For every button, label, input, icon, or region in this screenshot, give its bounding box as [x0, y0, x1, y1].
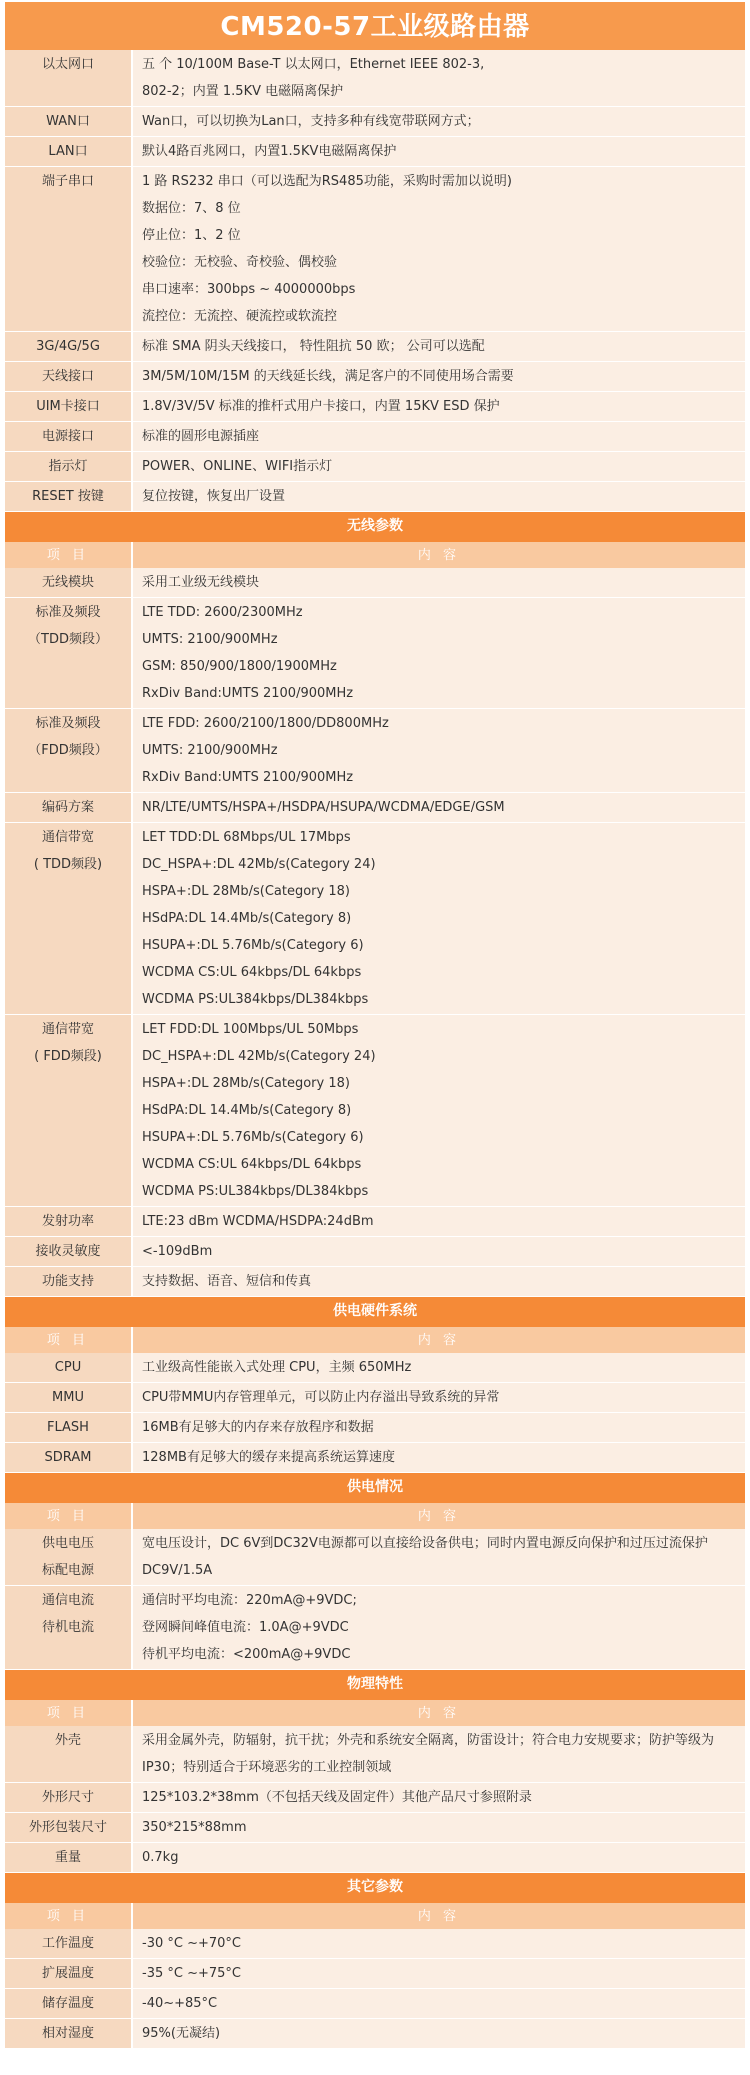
- row-value-line: HSdPA:DL 14.4Mb/s(Category 8): [142, 911, 352, 926]
- table-row: [5, 1383, 745, 1413]
- spec-table: [5, 2, 745, 2049]
- row-value-line: -40~+85°C: [142, 1996, 218, 2011]
- table-row: [5, 1813, 745, 1843]
- row-value-line: 1.8V/3V/5V 标准的推杆式用户卡接口，内置 15KV ESD 保护: [142, 399, 500, 414]
- row-value-cell: [132, 1586, 745, 1670]
- column-header-content: 内 容: [132, 1903, 745, 1929]
- row-value-line: HSUPA+:DL 5.76Mb/s(Category 6): [142, 938, 364, 953]
- row-value-cell: [132, 1783, 745, 1813]
- column-header-content: 内 容: [132, 1327, 745, 1353]
- column-header-row: [5, 542, 745, 568]
- row-label: CPU: [54, 1360, 82, 1375]
- row-label: 指示灯: [48, 459, 88, 474]
- row-label-cell: [5, 1015, 132, 1207]
- row-label-cell: [5, 1843, 132, 1873]
- row-value-line: UMTS: 2100/900MHz: [142, 743, 278, 758]
- table-row: [5, 823, 745, 1015]
- row-value-cell: [132, 362, 745, 392]
- section-heading-row: [5, 1670, 745, 1701]
- row-value-line: 95%(无凝结): [142, 2026, 221, 2041]
- row-label-cell: [5, 107, 132, 137]
- row-label-cell: [5, 568, 132, 598]
- row-value-line: DC9V/1.5A: [142, 1563, 213, 1578]
- row-value-line: HSPA+:DL 28Mb/s(Category 18): [142, 884, 350, 899]
- row-value-cell: [132, 1413, 745, 1443]
- row-value-cell: [132, 452, 745, 482]
- row-value-line: WCDMA CS:UL 64kbps/DL 64kbps: [142, 965, 362, 980]
- table-row: [5, 167, 745, 332]
- row-value-cell: [132, 1267, 745, 1297]
- spec-sheet: [5, 0, 745, 2057]
- table-row: [5, 1989, 745, 2019]
- row-label-cell: [5, 482, 132, 512]
- row-value-line: DC_HSPA+:DL 42Mb/s(Category 24): [142, 1049, 376, 1064]
- row-label: 3G/4G/5G: [36, 339, 100, 354]
- row-value-line: 宽电压设计，DC 6V到DC32V电源都可以直接给设备供电；同时内置电源反向保护和过压过流保护: [142, 1536, 708, 1551]
- row-label: 编码方案: [41, 800, 94, 815]
- row-label: 待机电流: [41, 1620, 94, 1635]
- row-label-cell: [5, 823, 132, 1015]
- section-heading-row: [5, 1873, 745, 1904]
- table-row: [5, 1015, 745, 1207]
- row-value-line: 采用工业级无线模块: [142, 575, 260, 590]
- row-label-cell: [5, 50, 132, 107]
- row-value-cell: [132, 1015, 745, 1207]
- table-row: [5, 392, 745, 422]
- row-value-cell: [132, 1726, 745, 1783]
- row-label: 扩展温度: [41, 1966, 94, 1981]
- row-value-cell: [132, 568, 745, 598]
- row-label: 储存温度: [41, 1996, 94, 2011]
- section-heading: 其它参数: [5, 1873, 745, 1904]
- row-value-line: WCDMA PS:UL384kbps/DL384kbps: [142, 992, 369, 1007]
- table-row: [5, 452, 745, 482]
- table-row: [5, 1443, 745, 1473]
- row-value-line: 校验位：无校验、奇校验、偶校验: [142, 255, 338, 270]
- row-label-cell: [5, 2019, 132, 2049]
- table-row: [5, 1783, 745, 1813]
- table-row: [5, 1207, 745, 1237]
- row-label: WAN口: [46, 114, 90, 129]
- section-heading: 无线参数: [5, 512, 745, 543]
- row-value-line: UMTS: 2100/900MHz: [142, 632, 278, 647]
- row-label: 外形包装尺寸: [28, 1820, 107, 1835]
- table-row: [5, 598, 745, 709]
- row-value-cell: [132, 167, 745, 332]
- row-value-cell: [132, 1813, 745, 1843]
- table-row: [5, 1726, 745, 1783]
- row-label: （TDD频段）: [28, 632, 108, 647]
- row-value-line: GSM: 850/900/1800/1900MHz: [142, 659, 337, 674]
- row-value-line: 标准 SMA 阴头天线接口， 特性阻抗 50 欧； 公司可以选配: [142, 339, 485, 354]
- row-label: 以太网口: [41, 57, 94, 72]
- column-header-item: 项 目: [5, 1903, 132, 1929]
- row-value-line: LET TDD:DL 68Mbps/UL 17Mbps: [142, 830, 351, 845]
- row-value-line: 默认4路百兆网口，内置1.5KV电磁隔离保护: [142, 144, 397, 159]
- row-value-cell: [132, 1353, 745, 1383]
- row-label: SDRAM: [44, 1450, 92, 1465]
- row-label: 通信电流: [41, 1593, 94, 1608]
- row-value-line: POWER、ONLINE、WIFI指示灯: [142, 459, 333, 474]
- row-label-cell: [5, 362, 132, 392]
- row-label-cell: [5, 1237, 132, 1267]
- row-value-line: Wan口，可以切换为Lan口，支持多种有线宽带联网方式；: [142, 114, 480, 129]
- row-value-line: 802-2；内置 1.5KV 电磁隔离保护: [142, 84, 344, 99]
- row-label-cell: [5, 392, 132, 422]
- row-label: 供电电压: [41, 1536, 94, 1551]
- row-label: 通信带宽: [41, 830, 94, 845]
- row-label-cell: [5, 1413, 132, 1443]
- row-label-cell: [5, 1813, 132, 1843]
- row-value-line: LTE FDD: 2600/2100/1800/DD800MHz: [142, 716, 389, 731]
- row-label: 标准及频段: [35, 605, 101, 620]
- row-value-cell: [132, 1383, 745, 1413]
- row-value-line: 128MB有足够大的缓存来提高系统运算速度: [142, 1450, 395, 1465]
- section-heading-row: [5, 1473, 745, 1504]
- row-value-cell: [132, 137, 745, 167]
- row-value-cell: [132, 1989, 745, 2019]
- row-label: RESET 按键: [32, 489, 104, 504]
- row-value-line: WCDMA PS:UL384kbps/DL384kbps: [142, 1184, 369, 1199]
- row-label-cell: [5, 1929, 132, 1959]
- row-value-line: NR/LTE/UMTS/HSPA+/HSDPA/HSUPA/WCDMA/EDGE/GSM: [142, 800, 505, 815]
- row-value-line: HSPA+:DL 28Mb/s(Category 18): [142, 1076, 350, 1091]
- row-value-line: LET FDD:DL 100Mbps/UL 50Mbps: [142, 1022, 359, 1037]
- table-row: [5, 1959, 745, 1989]
- table-row: [5, 1413, 745, 1443]
- table-row: [5, 422, 745, 452]
- row-label: 电源接口: [41, 429, 94, 444]
- row-value-line: 登网瞬间峰值电流：1.0A@+9VDC: [142, 1620, 349, 1635]
- row-value-cell: [132, 392, 745, 422]
- row-label: 天线接口: [41, 369, 94, 384]
- row-label-cell: [5, 1267, 132, 1297]
- column-header-row: [5, 1903, 745, 1929]
- table-row: [5, 362, 745, 392]
- title-row: [5, 2, 745, 50]
- row-label: 重量: [54, 1850, 81, 1865]
- table-row: [5, 1529, 745, 1586]
- row-value-line: 125*103.2*38mm（不包括天线及固定件）其他产品尺寸参照附录: [142, 1790, 532, 1805]
- row-value-line: CPU带MMU内存管理单元，可以防止内存溢出导致系统的异常: [142, 1390, 500, 1405]
- row-value-line: 1 路 RS232 串口（可以选配为RS485功能，采购时需加以说明): [142, 174, 512, 189]
- column-header-item: 项 目: [5, 1327, 132, 1353]
- table-row: [5, 568, 745, 598]
- section-heading-row: [5, 1297, 745, 1328]
- row-label: 工作温度: [41, 1936, 94, 1951]
- row-value-line: 工业级高性能嵌入式处理 CPU，主频 650MHz: [142, 1360, 412, 1375]
- row-label: 通信带宽: [41, 1022, 94, 1037]
- row-label-cell: [5, 167, 132, 332]
- row-label: 接收灵敏度: [35, 1244, 101, 1259]
- row-label-cell: [5, 1353, 132, 1383]
- column-header-row: [5, 1503, 745, 1529]
- column-header-row: [5, 1700, 745, 1726]
- row-label-cell: [5, 1529, 132, 1586]
- row-label: 无线模块: [41, 575, 94, 590]
- table-row: [5, 1237, 745, 1267]
- row-label: 相对湿度: [41, 2026, 94, 2041]
- row-value-line: 停止位：1、2 位: [142, 228, 241, 243]
- row-value-cell: [132, 709, 745, 793]
- row-label: 端子串口: [41, 174, 94, 189]
- row-value-cell: [132, 50, 745, 107]
- row-value-line: 16MB有足够大的内存来存放程序和数据: [142, 1420, 374, 1435]
- row-value-cell: [132, 332, 745, 362]
- row-value-cell: [132, 107, 745, 137]
- row-value-cell: [132, 823, 745, 1015]
- row-value-cell: [132, 793, 745, 823]
- row-value-line: WCDMA CS:UL 64kbps/DL 64kbps: [142, 1157, 362, 1172]
- row-value-line: 复位按键，恢复出厂设置: [142, 489, 286, 504]
- row-label-cell: [5, 452, 132, 482]
- row-value-line: 流控位：无流控、硬流控或软流控: [142, 309, 338, 324]
- row-value-line: RxDiv Band:UMTS 2100/900MHz: [142, 686, 354, 701]
- row-label: （FDD频段）: [28, 743, 108, 758]
- row-value-cell: [132, 422, 745, 452]
- table-row: [5, 1353, 745, 1383]
- row-label: ( TDD频段): [33, 857, 103, 872]
- row-value-line: 待机平均电流：<200mA@+9VDC: [142, 1647, 351, 1662]
- spec-table-body: [5, 2, 745, 2049]
- table-row: [5, 2019, 745, 2049]
- row-value-line: 标准的圆形电源插座: [142, 429, 260, 444]
- row-label: 发射功率: [41, 1214, 94, 1229]
- row-value-line: 3M/5M/10M/15M 的天线延长线，满足客户的不同使用场合需要: [142, 369, 514, 384]
- row-label-cell: [5, 137, 132, 167]
- row-label-cell: [5, 709, 132, 793]
- row-value-line: 采用金属外壳，防辐射，抗干扰；外壳和系统安全隔离，防雷设计；符合电力安规要求；防护等级为IP30；特别适合于环境恶劣的工业控制领域: [142, 1733, 715, 1775]
- row-label: 标配电源: [41, 1563, 94, 1578]
- row-label: 功能支持: [41, 1274, 94, 1289]
- row-label-cell: [5, 1726, 132, 1783]
- row-value-cell: [132, 1207, 745, 1237]
- row-label-cell: [5, 598, 132, 709]
- row-label-cell: [5, 332, 132, 362]
- section-heading: 物理特性: [5, 1670, 745, 1701]
- row-value-line: LTE TDD: 2600/2300MHz: [142, 605, 303, 620]
- row-label-cell: [5, 1383, 132, 1413]
- row-value-line: LTE:23 dBm WCDMA/HSDPA:24dBm: [142, 1214, 374, 1229]
- row-value-cell: [132, 1843, 745, 1873]
- row-label-cell: [5, 1959, 132, 1989]
- row-value-cell: [132, 1929, 745, 1959]
- row-value-line: RxDiv Band:UMTS 2100/900MHz: [142, 770, 354, 785]
- row-label: MMU: [52, 1390, 84, 1405]
- row-value-line: 通信时平均电流：220mA@+9VDC;: [142, 1593, 357, 1608]
- row-value-cell: [132, 1529, 745, 1586]
- column-header-content: 内 容: [132, 1700, 745, 1726]
- row-value-line: 五 个 10/100M Base-T 以太网口，Ethernet IEEE 802-3,: [142, 57, 485, 72]
- table-row: [5, 50, 745, 107]
- row-label-cell: [5, 793, 132, 823]
- row-value-cell: [132, 1959, 745, 1989]
- table-row: [5, 709, 745, 793]
- table-row: [5, 1267, 745, 1297]
- row-label: 外壳: [54, 1733, 81, 1748]
- row-value-cell: [132, 2019, 745, 2049]
- table-row: [5, 107, 745, 137]
- row-value-line: HSUPA+:DL 5.76Mb/s(Category 6): [142, 1130, 364, 1145]
- row-label: UIM卡接口: [36, 399, 100, 414]
- section-heading: 供电情况: [5, 1473, 745, 1504]
- row-label: LAN口: [48, 144, 88, 159]
- table-row: [5, 482, 745, 512]
- column-header-item: 项 目: [5, 1503, 132, 1529]
- page-title: CM520-57工业级路由器: [5, 2, 745, 50]
- row-value-line: 数据位：7、8 位: [142, 201, 241, 216]
- row-value-cell: [132, 482, 745, 512]
- column-header-row: [5, 1327, 745, 1353]
- column-header-content: 内 容: [132, 1503, 745, 1529]
- table-row: [5, 332, 745, 362]
- table-row: [5, 1929, 745, 1959]
- table-row: [5, 137, 745, 167]
- row-value-line: -35 °C ~+75°C: [142, 1966, 241, 1981]
- row-value-line: 0.7kg: [142, 1850, 179, 1865]
- row-value-line: 350*215*88mm: [142, 1820, 247, 1835]
- row-value-line: 支持数据、语音、短信和传真: [142, 1274, 312, 1289]
- column-header-item: 项 目: [5, 1700, 132, 1726]
- row-label-cell: [5, 422, 132, 452]
- row-value-line: DC_HSPA+:DL 42Mb/s(Category 24): [142, 857, 376, 872]
- table-row: [5, 1586, 745, 1670]
- column-header-content: 内 容: [132, 542, 745, 568]
- row-label: 标准及频段: [35, 716, 101, 731]
- table-row: [5, 793, 745, 823]
- row-label-cell: [5, 1989, 132, 2019]
- row-label-cell: [5, 1783, 132, 1813]
- row-value-line: <-109dBm: [142, 1244, 213, 1259]
- row-value-line: 串口速率：300bps ~ 4000000bps: [142, 282, 356, 297]
- section-heading: 供电硬件系统: [5, 1297, 745, 1328]
- row-label-cell: [5, 1207, 132, 1237]
- row-value-cell: [132, 598, 745, 709]
- row-value-cell: [132, 1443, 745, 1473]
- row-value-cell: [132, 1237, 745, 1267]
- column-header-item: 项 目: [5, 542, 132, 568]
- row-label-cell: [5, 1586, 132, 1670]
- section-heading-row: [5, 512, 745, 543]
- row-value-line: -30 °C ~+70°C: [142, 1936, 241, 1951]
- row-label: ( FDD频段): [34, 1049, 102, 1064]
- row-label: FLASH: [47, 1420, 89, 1435]
- row-value-line: HSdPA:DL 14.4Mb/s(Category 8): [142, 1103, 352, 1118]
- row-label-cell: [5, 1443, 132, 1473]
- row-label: 外形尺寸: [41, 1790, 94, 1805]
- table-row: [5, 1843, 745, 1873]
